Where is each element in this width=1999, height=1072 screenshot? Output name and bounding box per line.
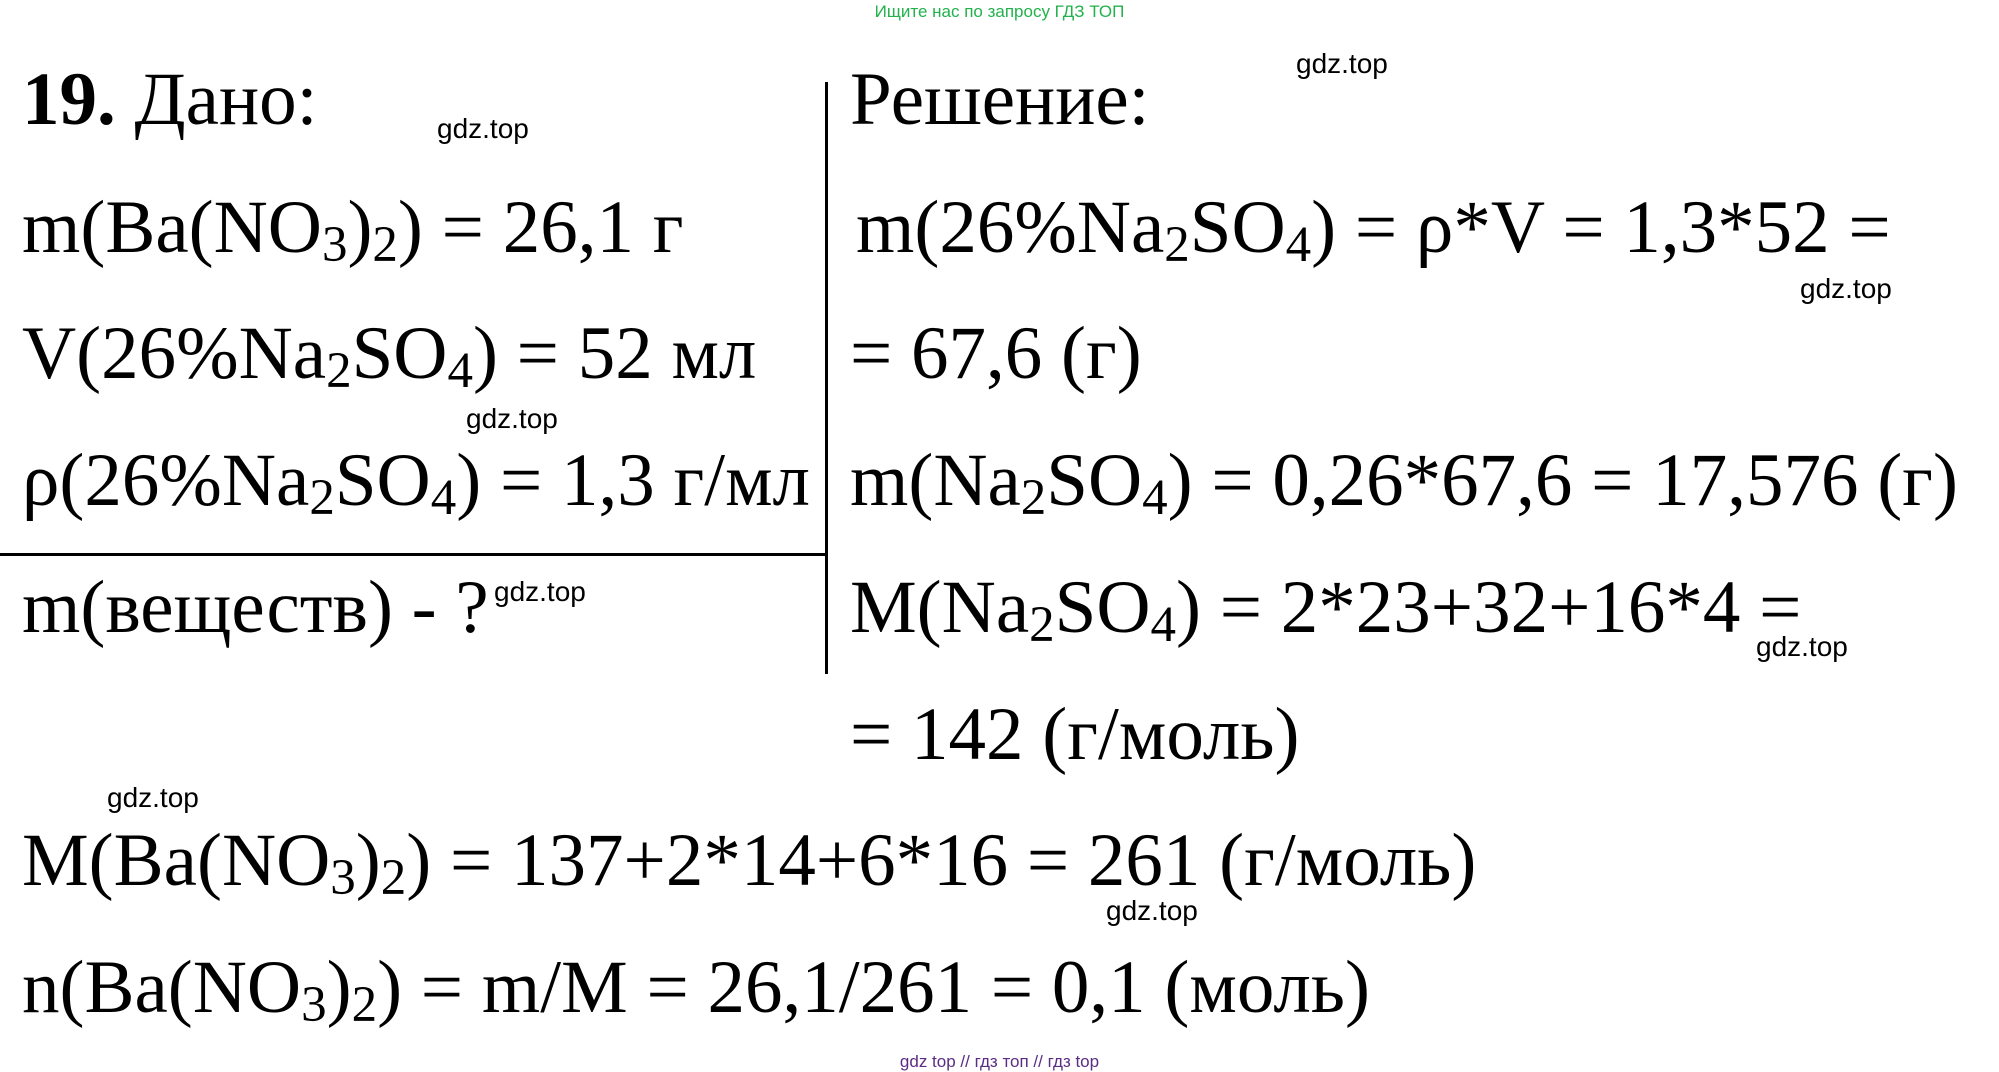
given-volume-sodium-sulfate: $V(26\%Na_2SO_4) = 52$ мл	[22, 312, 757, 400]
watermark: gdz.top	[1106, 895, 1198, 926]
watermark: gdz.top	[466, 403, 558, 434]
solution-heading: Решение:	[850, 58, 1150, 141]
watermark: gdz.top	[1800, 273, 1892, 304]
given-mass-barium-nitrate: $m(Ba(NO_3)_2) = 26,1$ г	[22, 186, 684, 274]
barium-nitrate-moles-line: $n(Ba(NO_3)_2) = m/M = 26,1/261 = 0,1$ (моль)	[22, 946, 1370, 1034]
given-divider	[0, 553, 827, 556]
search-banner: Ищите нас по запросу ГДЗ ТОП	[874, 2, 1125, 21]
watermark: gdz.top	[494, 576, 586, 607]
given-heading-text: Дано:	[115, 58, 318, 141]
sodium-sulfate-mass-line: $m(Na_2SO_4) = 0,26*67,6 = 17,576$ (г)	[850, 439, 1958, 527]
problem-number: 19.	[22, 58, 116, 141]
watermark: gdz.top	[437, 113, 529, 144]
sodium-sulfate-molar-result: = 142 (г/моль)	[850, 693, 1300, 776]
solution-mass-line: $m(26\%Na_2SO_4) = \rho*V = 1,3*52$ =	[856, 186, 1891, 274]
watermark: gdz.top	[107, 782, 199, 813]
solution-mass-result: = 67,6 (г)	[850, 312, 1142, 395]
watermark: gdz.top	[1296, 48, 1388, 79]
given-density-sodium-sulfate: $\rho(26\%Na_2SO_4) = 1,3$ г/мл	[22, 439, 810, 527]
footer-banner: gdz top // гдз топ // гдз top	[899, 1052, 1100, 1071]
sodium-sulfate-molar-line: $M(Na_2SO_4) = 2*23+32+16*4$ =	[850, 566, 1802, 654]
watermark: gdz.top	[1756, 631, 1848, 662]
barium-nitrate-molar-line: $M(Ba(NO_3)_2) = 137+2*14+6*16 = 261$ (г/моль)	[22, 819, 1477, 907]
column-divider	[825, 82, 828, 674]
given-heading	[22, 58, 318, 141]
given-find: m(веществ) - ?	[22, 566, 489, 649]
